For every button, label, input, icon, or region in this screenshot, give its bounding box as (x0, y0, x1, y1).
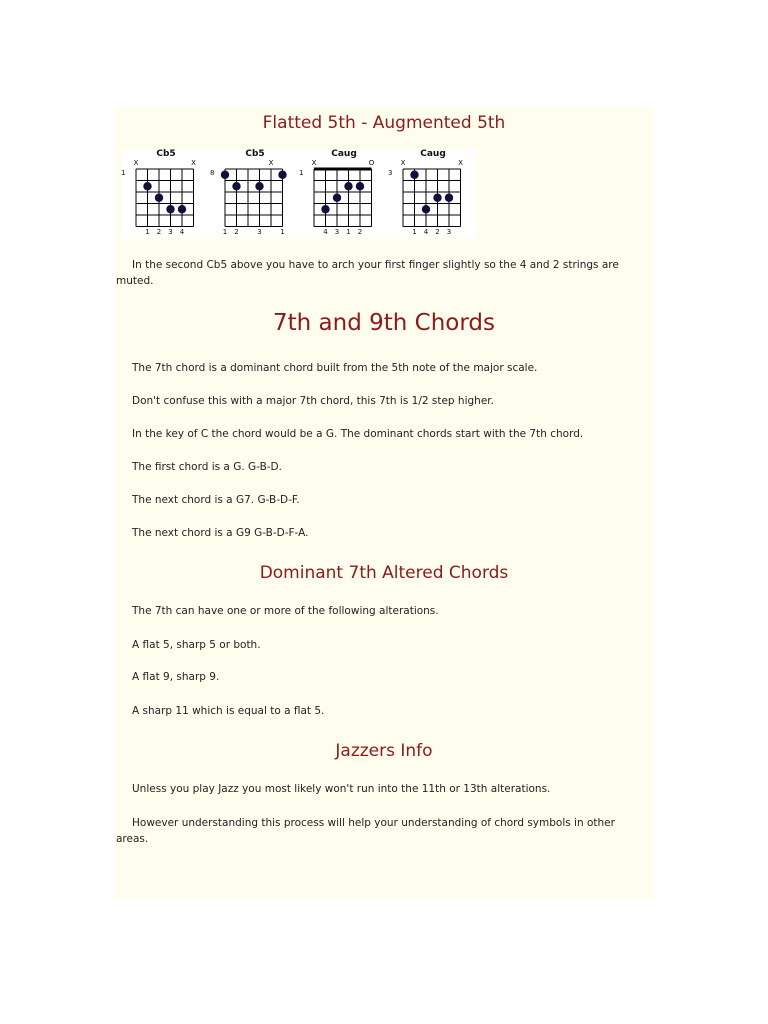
finger-number: 1 (145, 228, 150, 236)
fretboard-grid (210, 149, 298, 239)
finger-dot (321, 205, 329, 213)
paragraph: Don't confuse this with a major 7th chord, this 7th is 1/2 step higher. (132, 395, 494, 407)
finger-dot (356, 182, 364, 190)
paragraph: The 7th chord is a dominant chord built from the 5th note of the major scale. (132, 362, 538, 374)
finger-dot (166, 205, 174, 213)
finger-number: 3 (168, 228, 173, 236)
finger-number: 2 (234, 228, 239, 236)
paragraph: The next chord is a G7. G-B-D-F. (132, 494, 300, 506)
fretboard-grid (121, 149, 209, 239)
muted-string-marker: X (458, 159, 463, 167)
fret-number: 8 (210, 169, 215, 177)
finger-dot (333, 194, 341, 202)
finger-numbers (299, 228, 387, 238)
finger-number: 1 (222, 228, 228, 236)
finger-number: 2 (156, 228, 162, 236)
finger-number: 1 (412, 228, 417, 236)
finger-numbers (210, 228, 298, 238)
paragraph: A flat 5, sharp 5 or both. (132, 639, 261, 651)
chord-diagram-2 (210, 149, 298, 239)
finger-dot (178, 205, 186, 213)
fret-number: 1 (299, 169, 304, 177)
heading-7th-9th: 7th and 9th Chords (272, 310, 495, 336)
finger-number: 4 (179, 228, 185, 236)
finger-number: 4 (323, 228, 328, 236)
finger-dot (344, 182, 352, 190)
paragraph: In the key of C the chord would be a G. The dominant chords start with the 7th chord. (132, 428, 584, 440)
chord-name: Caug (331, 149, 357, 159)
finger-dot (433, 194, 441, 202)
chord-name: Cb5 (156, 149, 176, 159)
muted-string-marker: X (268, 159, 274, 167)
finger-dot (422, 205, 430, 213)
fret-number: 1 (121, 169, 126, 177)
muted-string-marker: X (191, 159, 196, 167)
finger-number: 1 (280, 228, 285, 236)
chord-diagram-1 (121, 149, 209, 239)
paragraph: A sharp 11 which is equal to a flat 5. (132, 705, 325, 717)
paragraph: The 7th can have one or more of the following alterations. (132, 605, 439, 617)
finger-dot (445, 194, 453, 202)
chord-diagrams (121, 149, 476, 239)
heading-jazzers-info: Jazzers Info (335, 741, 433, 761)
finger-number: 3 (446, 228, 452, 236)
finger-number: 2 (435, 228, 440, 236)
paragraph: In the second Cb5 above you have to arch your first finger slightly so the 4 and 2 strings are muted. (116, 259, 619, 287)
finger-dot (278, 171, 286, 179)
heading-dominant-altered: Dominant 7th Altered Chords (259, 563, 509, 583)
finger-numbers (388, 228, 476, 238)
muted-string-marker: X (133, 159, 139, 167)
finger-dot (155, 194, 163, 202)
finger-dot (255, 182, 263, 190)
finger-dot (410, 171, 418, 179)
content-panel (115, 107, 653, 898)
paragraph: Unless you play Jazz you most likely won't run into the 11th or 13th alterations. (132, 783, 551, 795)
fretboard-grid (299, 149, 387, 239)
chord-diagram-3 (299, 149, 387, 239)
finger-number: 3 (257, 228, 262, 236)
paragraph: A flat 9, sharp 9. (132, 671, 220, 683)
open-string-marker: O (368, 159, 375, 167)
chord-name: Caug (420, 149, 446, 159)
paragraph: However understanding this process will help your understanding of chord symbols in other areas. (116, 817, 615, 845)
finger-dot (143, 182, 151, 190)
fretboard-grid (388, 149, 476, 239)
chord-name: Cb5 (245, 149, 265, 159)
finger-dot (232, 182, 240, 190)
fret-number: 3 (388, 169, 393, 177)
finger-number: 2 (357, 228, 363, 236)
finger-number: 4 (423, 228, 429, 236)
finger-numbers (121, 228, 209, 238)
finger-number: 3 (334, 228, 340, 236)
muted-string-marker: X (400, 159, 406, 167)
finger-number: 1 (346, 228, 351, 236)
muted-string-marker: X (311, 159, 317, 167)
heading-flatted-augmented: Flatted 5th - Augmented 5th (262, 113, 506, 133)
chord-diagram-4 (388, 149, 476, 239)
finger-dot (221, 171, 229, 179)
paragraph: The first chord is a G. G-B-D. (132, 461, 282, 473)
paragraph: The next chord is a G9 G-B-D-F-A. (132, 527, 309, 539)
